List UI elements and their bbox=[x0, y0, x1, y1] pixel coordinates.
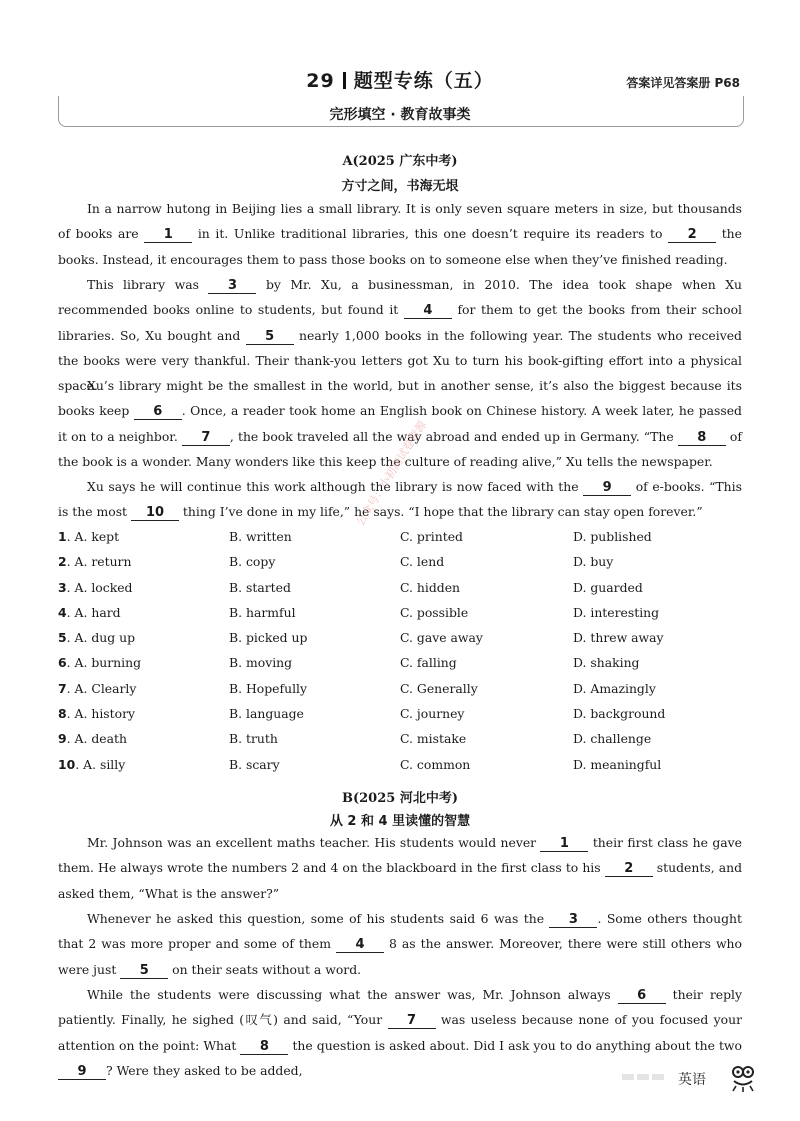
option-c[interactable]: C. common bbox=[400, 756, 471, 772]
option-a-cell bbox=[58, 527, 119, 547]
answer-blank[interactable]: 5 bbox=[120, 963, 168, 979]
option-d[interactable]: D. guarded bbox=[573, 579, 643, 595]
answer-blank[interactable]: 3 bbox=[549, 912, 597, 928]
answer-blank[interactable]: 6 bbox=[134, 404, 182, 420]
option-a[interactable]: A. history bbox=[74, 706, 136, 722]
option-d[interactable]: D. shaking bbox=[573, 655, 640, 671]
question-number: 3 bbox=[58, 579, 67, 595]
option-c[interactable]: C. possible bbox=[400, 604, 469, 620]
paragraph-text: ? Were they asked to be added, bbox=[106, 1062, 303, 1078]
section-b-paragraph bbox=[58, 906, 742, 982]
option-d[interactable]: D. interesting bbox=[573, 604, 660, 620]
paragraph-text: Mr. Johnson was an excellent maths teacher. His students would never bbox=[87, 835, 541, 850]
footer-subject: 英语 bbox=[678, 1072, 706, 1088]
answer-blank[interactable]: 10 bbox=[131, 505, 179, 521]
unit-number: 29 bbox=[306, 70, 335, 92]
answer-blank[interactable]: 5 bbox=[246, 329, 294, 345]
paragraph-text: of e-books. “This is the most bbox=[58, 479, 742, 520]
option-d[interactable]: D. threw away bbox=[573, 630, 664, 646]
option-a-cell bbox=[58, 704, 135, 724]
option-d[interactable]: D. Amazingly bbox=[573, 680, 656, 696]
answer-blank[interactable]: 9 bbox=[58, 1064, 106, 1080]
section-a-title: 方寸之间，书海无垠 bbox=[341, 179, 459, 194]
question-number-dot: . bbox=[66, 680, 75, 696]
paragraph-text: , the book traveled all the way abroad and ended up in Germany. “The bbox=[229, 428, 678, 444]
option-row bbox=[58, 729, 742, 754]
question-number: 9 bbox=[58, 731, 67, 747]
option-a[interactable]: A. dug up bbox=[74, 630, 136, 646]
question-number: 1 bbox=[58, 529, 67, 544]
watermark-text: 公众号：小初高试卷资源 bbox=[353, 418, 429, 528]
paragraph-text: by Mr. Xu, a businessman, in 2010. The idea took shape when Xu recommended books online to students, but found it bbox=[58, 277, 742, 318]
answer-blank[interactable]: 9 bbox=[583, 480, 631, 496]
answer-blank[interactable]: 7 bbox=[388, 1013, 436, 1029]
paragraph-text: on their seats without a word. bbox=[168, 961, 362, 977]
paragraph-text: In a narrow hutong in Beijing lies a small library. It is only seven square meters in size, but thousands of books are bbox=[58, 201, 742, 242]
section-b-paragraph bbox=[58, 982, 742, 1083]
option-a[interactable]: A. hard bbox=[74, 604, 121, 620]
option-a-cell bbox=[58, 628, 135, 648]
paragraph-text: in it. Unlike traditional libraries, this one doesn’t require its readers to bbox=[192, 226, 669, 242]
answer-blank[interactable]: 1 bbox=[540, 836, 588, 852]
option-b[interactable]: B. written bbox=[229, 529, 292, 544]
answer-blank[interactable]: 8 bbox=[240, 1039, 288, 1055]
question-number-dot: . bbox=[66, 630, 75, 646]
option-a-cell bbox=[58, 578, 132, 598]
title-divider bbox=[343, 72, 346, 89]
option-c[interactable]: C. lend bbox=[400, 554, 445, 570]
option-d[interactable]: D. buy bbox=[573, 554, 614, 570]
option-b[interactable]: B. language bbox=[229, 706, 304, 722]
option-row bbox=[58, 628, 742, 653]
option-d[interactable]: D. challenge bbox=[573, 731, 652, 747]
option-row bbox=[58, 653, 742, 678]
paragraph-text: This library was bbox=[87, 277, 209, 292]
paragraph-text: their reply patiently. Finally, he sighed (叹气) and said, “Your bbox=[58, 987, 742, 1028]
paragraph-text: Xu’s library might be the smallest in the world, but in another sense, it’s also the biggest because its books keep bbox=[58, 378, 742, 419]
answer-blank[interactable]: 7 bbox=[182, 430, 230, 446]
paragraph-text: the books. Instead, it encourages them to pass those books on to someone else when they’ve finished reading. bbox=[58, 226, 742, 267]
answer-blank[interactable]: 3 bbox=[208, 278, 256, 294]
answer-blank[interactable]: 8 bbox=[678, 430, 726, 446]
paragraph-text: for them to get the books from their school libraries. So, Xu bought and bbox=[58, 302, 742, 343]
paragraph-text: students, and asked them, “What is the answer?” bbox=[58, 860, 743, 901]
question-number: 10 bbox=[58, 756, 76, 772]
option-a-cell bbox=[58, 755, 125, 775]
option-a[interactable]: A. return bbox=[74, 554, 132, 570]
question-number-dot: . bbox=[66, 655, 75, 671]
answer-reference: 答案详见答案册 P68 bbox=[626, 76, 740, 90]
option-b[interactable]: B. copy bbox=[229, 554, 276, 570]
option-a-cell bbox=[58, 603, 121, 623]
section-a-paragraph bbox=[58, 474, 742, 525]
option-a-cell bbox=[58, 679, 136, 699]
unit-title: 题型专练（五） bbox=[353, 70, 494, 92]
option-d[interactable]: D. background bbox=[573, 706, 666, 722]
option-c[interactable]: C. gave away bbox=[400, 630, 483, 646]
paragraph-text: 8 as the answer. Moreover, there were still others who were just bbox=[58, 936, 742, 977]
option-c[interactable]: C. journey bbox=[400, 706, 465, 722]
option-row bbox=[58, 578, 742, 603]
option-b[interactable]: B. harmful bbox=[229, 604, 296, 620]
option-a[interactable]: A. Clearly bbox=[74, 680, 137, 696]
option-row bbox=[58, 603, 742, 628]
question-number-dot: . bbox=[66, 604, 75, 620]
footer-faint-mark bbox=[622, 1072, 672, 1082]
answer-blank[interactable]: 4 bbox=[404, 303, 452, 319]
option-b[interactable]: B. started bbox=[229, 579, 291, 595]
option-row bbox=[58, 755, 742, 780]
paragraph-text: was useless because none of you focused your attention on the point: What bbox=[58, 1012, 743, 1053]
option-b[interactable]: B. picked up bbox=[229, 630, 308, 646]
option-c[interactable]: C. hidden bbox=[400, 579, 461, 595]
option-a-cell bbox=[58, 552, 131, 572]
question-number-dot: . bbox=[75, 756, 84, 772]
question-number-dot: . bbox=[66, 706, 75, 722]
question-number-dot: . bbox=[66, 554, 75, 570]
question-number-dot: . bbox=[66, 529, 75, 544]
question-number-dot: . bbox=[66, 579, 75, 595]
section-b-title: 从 2 和 4 里读懂的智慧 bbox=[329, 814, 471, 829]
answer-blank[interactable]: 4 bbox=[336, 937, 384, 953]
option-a[interactable]: A. death bbox=[74, 731, 127, 747]
option-b[interactable]: B. scary bbox=[229, 756, 280, 772]
option-a[interactable]: A. locked bbox=[74, 579, 133, 595]
paragraph-text: Xu says he will continue this work although the library is now faced with the bbox=[87, 479, 584, 494]
option-b[interactable]: B. Hopefully bbox=[229, 680, 308, 696]
paragraph-text: . Once, a reader took home an English book on Chinese history. A week later, he passed it on to a neighbor. bbox=[58, 403, 742, 444]
question-number: 5 bbox=[58, 630, 67, 646]
paragraph-text: Whenever he asked this question, some of his students said 6 was the bbox=[87, 911, 550, 926]
option-row bbox=[58, 704, 742, 729]
option-a[interactable]: A. burning bbox=[74, 655, 142, 671]
option-d[interactable]: D. meaningful bbox=[573, 756, 662, 772]
option-row bbox=[58, 527, 742, 552]
paragraph-text: the question is asked about. Did I ask you to do anything about the two bbox=[288, 1037, 742, 1053]
question-number: 4 bbox=[58, 604, 67, 620]
option-row bbox=[58, 552, 742, 577]
mascot-logo-icon bbox=[730, 1064, 756, 1092]
option-c[interactable]: C. Generally bbox=[400, 680, 478, 696]
answer-blank[interactable]: 2 bbox=[668, 227, 716, 243]
section-a-tag: A(2025 广东中考) bbox=[342, 154, 458, 169]
option-a-cell bbox=[58, 653, 141, 673]
option-d[interactable]: D. published bbox=[573, 529, 652, 544]
option-a[interactable]: A. silly bbox=[83, 756, 126, 772]
option-b[interactable]: B. moving bbox=[229, 655, 293, 671]
option-a-cell bbox=[58, 729, 127, 749]
paragraph-text: their first class he gave them. He always wrote the numbers 2 and 4 on the blackboard in the first class to his bbox=[58, 835, 742, 876]
paragraph-text: . Some others thought that 2 was more proper and some of them bbox=[58, 911, 743, 952]
paragraph-text: of the book is a wonder. Many wonders like this keep the culture of reading alive,” Xu tells the newspaper. bbox=[58, 428, 742, 469]
question-number: 8 bbox=[58, 706, 67, 722]
answer-blank[interactable]: 2 bbox=[605, 861, 653, 877]
question-number-dot: . bbox=[66, 731, 75, 747]
answer-options-list bbox=[58, 527, 742, 780]
section-b-paragraph bbox=[58, 830, 742, 906]
section-b-tag: B(2025 河北中考) bbox=[342, 791, 458, 806]
option-a[interactable]: A. kept bbox=[74, 529, 120, 544]
paragraph-text: While the students were discussing what the answer was, Mr. Johnson always bbox=[87, 987, 618, 1002]
option-c[interactable]: C. falling bbox=[400, 655, 457, 671]
answer-blank[interactable]: 6 bbox=[618, 988, 666, 1004]
question-number: 2 bbox=[58, 554, 67, 570]
answer-blank[interactable]: 1 bbox=[144, 227, 192, 243]
paragraph-text: thing I’ve done in my life,” he says. “I hope that the library can stay open forever.” bbox=[178, 504, 703, 520]
section-a-paragraph bbox=[58, 196, 742, 272]
question-number: 7 bbox=[58, 680, 67, 696]
question-number: 6 bbox=[58, 655, 67, 671]
option-row bbox=[58, 679, 742, 704]
page-subtitle: 完形填空 · 教育故事类 bbox=[329, 107, 471, 123]
paragraph-text: nearly 1,000 books in the following year. The students who received the books were very thankful. Their thank-you letters got Xu to turn his book-gifting effort into a physical space. bbox=[58, 327, 742, 394]
option-b[interactable]: B. truth bbox=[229, 731, 278, 747]
option-c[interactable]: C. mistake bbox=[400, 731, 467, 747]
option-c[interactable]: C. printed bbox=[400, 529, 463, 544]
